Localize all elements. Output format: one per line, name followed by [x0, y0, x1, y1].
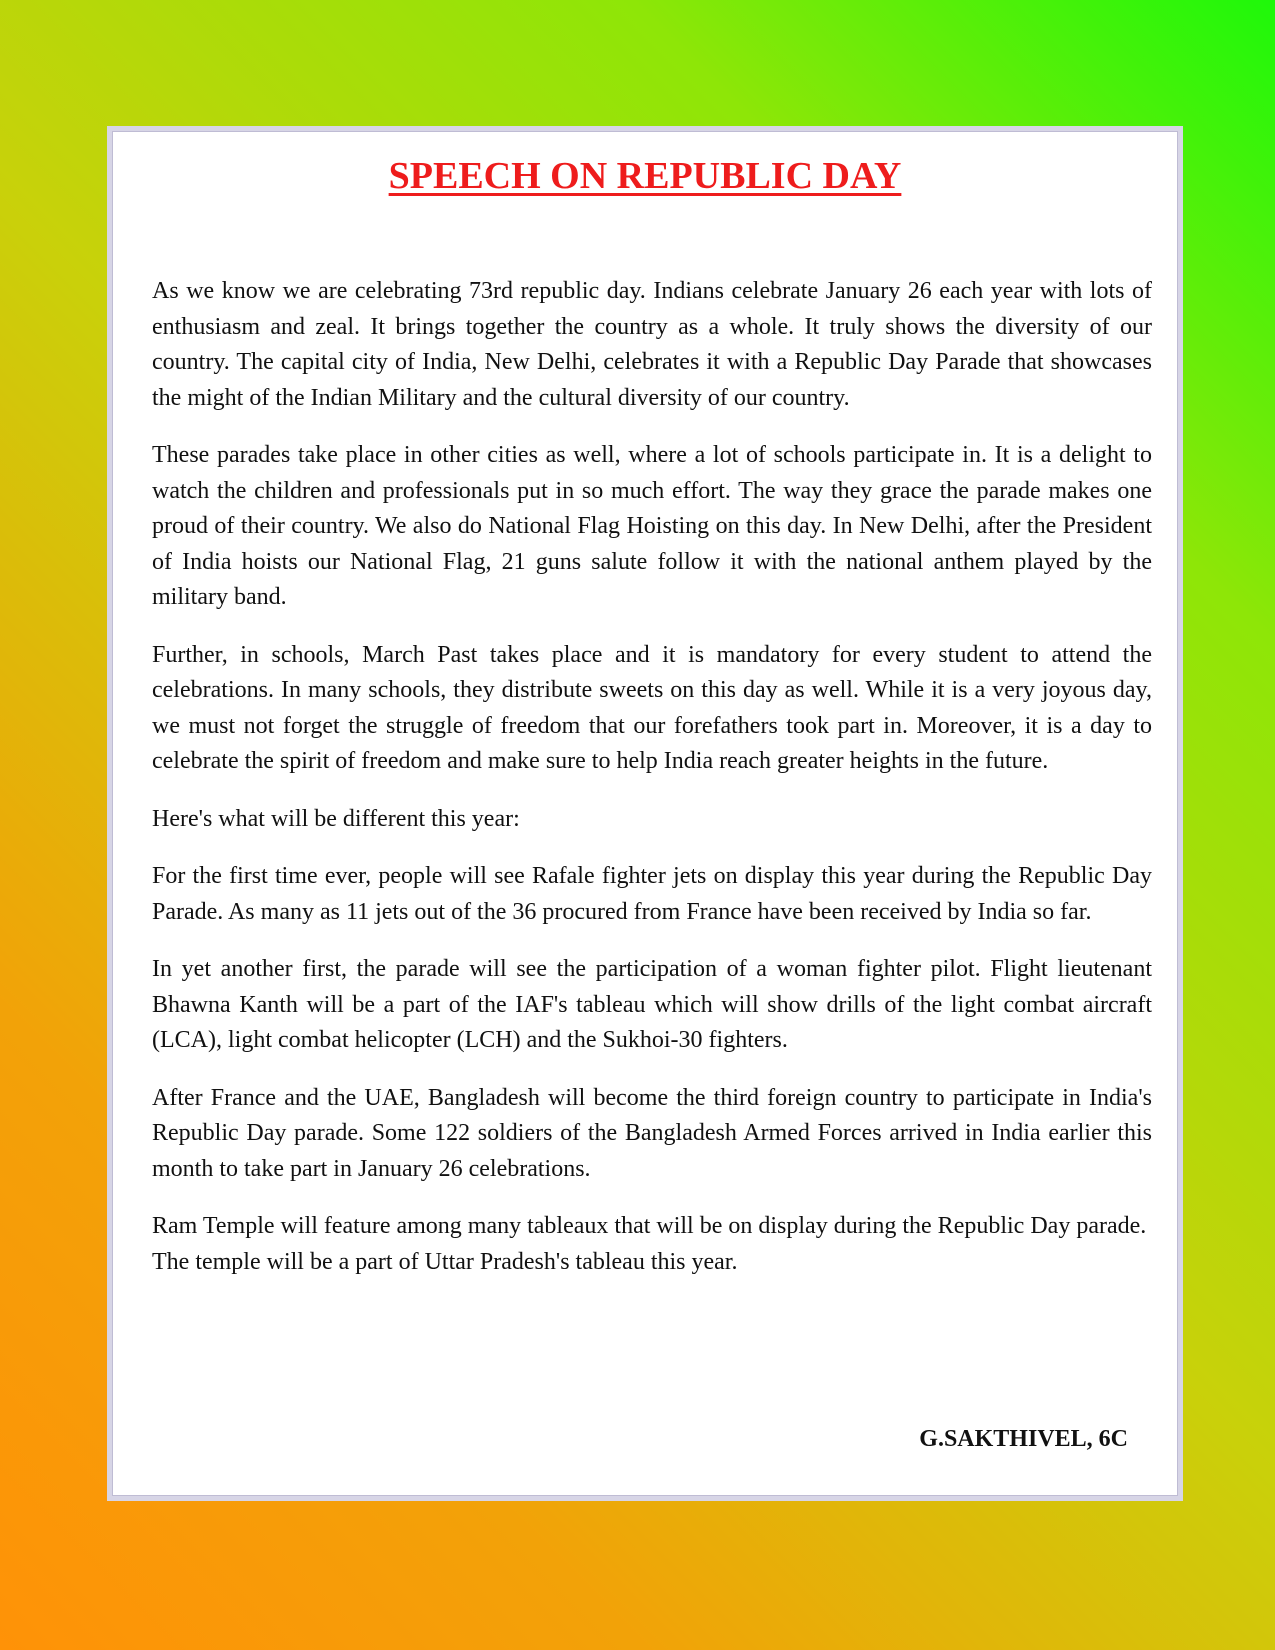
speech-body: [152, 274, 1152, 1302]
paragraph-bangladesh: After France and the UAE, Bangladesh will become the third foreign country to participate in India's Republic Day parade. Some 122 soldiers of the Bangladesh Armed Forces arrived in India earlier this month to take part in January 26 celebrations.: [152, 1084, 1152, 1182]
paragraph-intro: As we know we are celebrating 73rd republic day. Indians celebrate January 26 each year with lots of enthusiasm and zeal. It brings together the country as a whole. It truly shows the diversity of our country. The capital city of India, New Delhi, celebrates it with a Republic Day Parade that showcases the might of the Indian Military and the cultural diversity of our country.: [152, 278, 1152, 411]
paragraph-different-heading: Here's what will be different this year:: [152, 805, 520, 832]
page-title: SPEECH ON REPUBLIC DAY: [388, 155, 902, 197]
paragraph-parades: These parades take place in other cities as well, where a lot of schools participate in. It is a delight to watch the children and professionals put in so much effort. The way they grace the parade makes one proud of their country. We also do National Flag Hoisting on this day. In New Delhi, after the President of India hoists our National Flag, 21 guns salute follow it with the national anthem played by the military band.: [152, 442, 1152, 610]
paragraph-rafale: For the first time ever, people will see Rafale fighter jets on display this year during the Republic Day Parade. As many as 11 jets out of the 36 procured from France have been received by India so far.: [152, 863, 1152, 925]
paragraph-woman-pilot: In yet another first, the parade will see the participation of a woman fighter pilot. Flight lieutenant Bhawna Kanth will be a part of the IAF's tableau which will show drills of the light combat aircraft (LCA), light combat helicopter (LCH) and the Sukhoi-30 fighters.: [152, 956, 1152, 1053]
paragraph-schools: Further, in schools, March Past takes place and it is mandatory for every student to attend the celebrations. In many schools, they distribute sweets on this day as well. While it is a very joyous day, we must not forget the struggle of freedom that our forefathers took part in. Moreover, it is a day to celebrate the spirit of freedom and make sure to help India reach greater heights in the future.: [152, 641, 1152, 774]
author-signature: G.SAKTHIVEL, 6C: [919, 1426, 1128, 1452]
paragraph-ram-temple: Ram Temple will feature among many tableaux that will be on display during the Republic Day parade. The temple will be a part of Uttar Pradesh's tableau this year.: [152, 1213, 1147, 1275]
speech-page: [107, 126, 1183, 1501]
